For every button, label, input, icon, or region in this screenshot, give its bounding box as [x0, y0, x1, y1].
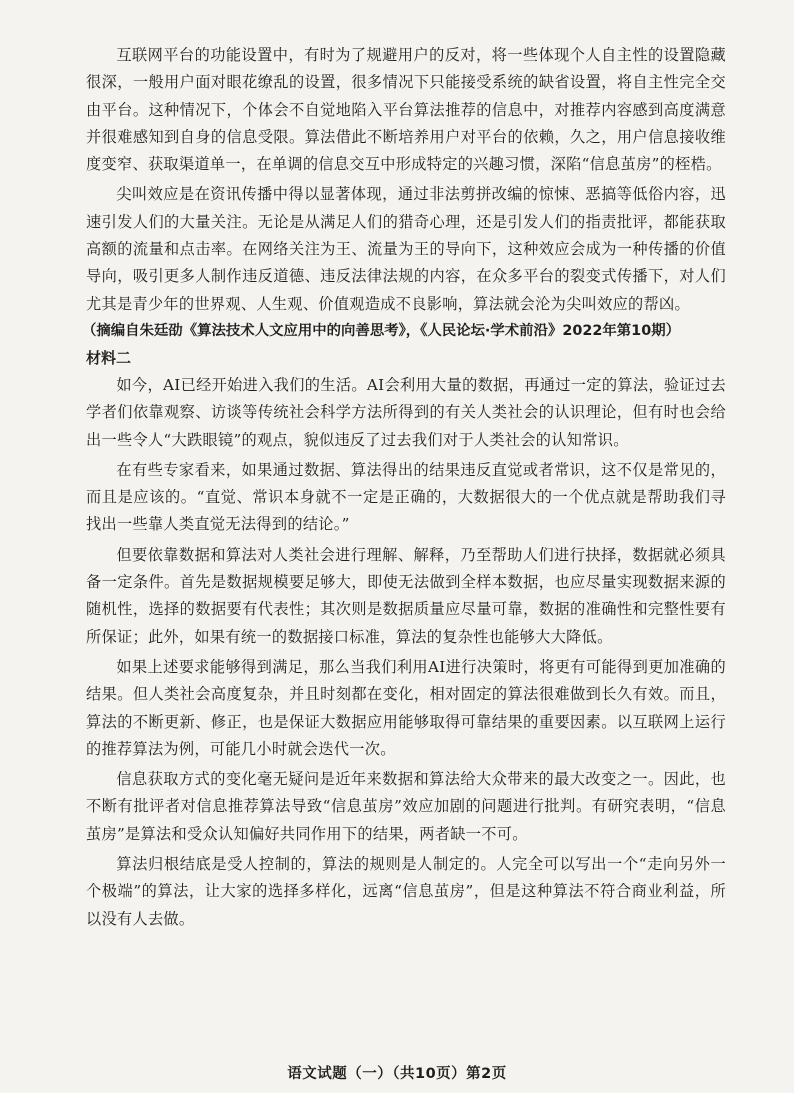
- source-citation: （摘编自朱廷劭《算法技术人文应用中的向善思考》，《人民论坛·学术前沿》2022年第10期）: [82, 322, 680, 339]
- paragraph: 信息获取方式的变化毫无疑问是近年来数据和算法给大众带来的最大改变之一。因此，也不断有批评者对信息推荐算法导致“信息茧房”效应加剧的问题进行批判。有研究表明，“信息茧房”是算法和受众认知偏好共同作用下的结果，两者缺一不可。: [86, 770, 726, 843]
- paragraph: 如果上述要求能够得到满足，那么当我们利用AI进行决策时，将更有可能得到更加准确的结果。但人类社会高度复杂，并且时刻都在变化，相对固定的算法很难做到长久有效。而且，算法的不断更新、修正，也是保证大数据应用能够取得可靠结果的重要因素。以互联网上运行的推荐算法为例，可能几小时就会迭代一次。: [86, 657, 726, 758]
- paragraph: 如今，AI已经开始进入我们的生活。AI会利用大量的数据，再通过一定的算法，验证过去学者们依靠观察、访谈等传统社会科学方法所得到的有关人类社会的认识理论，但有时也会给出一些令人“大跌眼镜”的观点，貌似违反了过去我们对于人类社会的认知常识。: [86, 375, 726, 449]
- paragraph: 尖叫效应是在资讯传播中得以显著体现，通过非法剪拼改编的惊悚、恶搞等低俗内容，迅速引发人们的大量关注。无论是从满足人们的猎奇心理，还是引发人们的指责批评，都能获取高额的流量和点击率。在网络关注为王、流量为王的导向下，这种效应会成为一种传播的价值导向，吸引更多人制作违反道德、违反法律法规的内容，在众多平台的裂变式传播下，对人们尤其是青少年的世界观、人生观、价值观造成不良影响，算法就会沦为尖叫效应的帮凶。: [86, 185, 726, 313]
- paragraph: 互联网平台的功能设置中，有时为了规避用户的反对，将一些体现个人自主性的设置隐藏很深，一般用户面对眼花缭乱的设置，很多情况下只能接受系统的缺省设置，将自主性完全交由平台。这种情况下，个体会不自觉地陷入平台算法推荐的信息中，对推荐内容感到高度满意并很难感知到自身的信息受限。算法借此不断培养用户对平台的依赖，久之，用户信息接收维度变窄、获取渠道单一，在单调的信息交互中形成特定的兴趣习惯，深陷“信息茧房”的桎梏。: [86, 46, 726, 174]
- page-body: [82, 42, 726, 933]
- section-title: 材料二: [86, 348, 132, 367]
- paragraph: 但要依靠数据和算法对人类社会进行理解、解释，乃至帮助人们进行抉择，数据就必须具备一定条件。首先是数据规模要足够大，即使无法做到全样本数据，也应尽量实现数据来源的随机性，选择的数据要有代表性；其次则是数据质量应尽量可靠，数据的准确性和完整性要有所保证；此外，如果有统一的数据接口标准，算法的复杂性也能够大大降低。: [86, 545, 726, 646]
- paragraph: 算法归根结底是受人控制的，算法的规则是人制定的。人完全可以写出一个“走向另外一个极端”的算法，让大家的选择多样化，远离“信息茧房”，但是这种算法不符合商业利益，所以没有人去做。: [86, 855, 726, 928]
- paragraph: 在有些专家看来，如果通过数据、算法得出的结果违反直觉或者常识，这不仅是常见的，而且是应该的。“直觉、常识本身就不一定是正确的，大数据很大的一个优点就是帮助我们寻找出一些靠人类直觉无法得到的结论。”: [86, 460, 726, 534]
- page-footer: 语文试题（一）（共10页）第2页: [287, 1066, 507, 1082]
